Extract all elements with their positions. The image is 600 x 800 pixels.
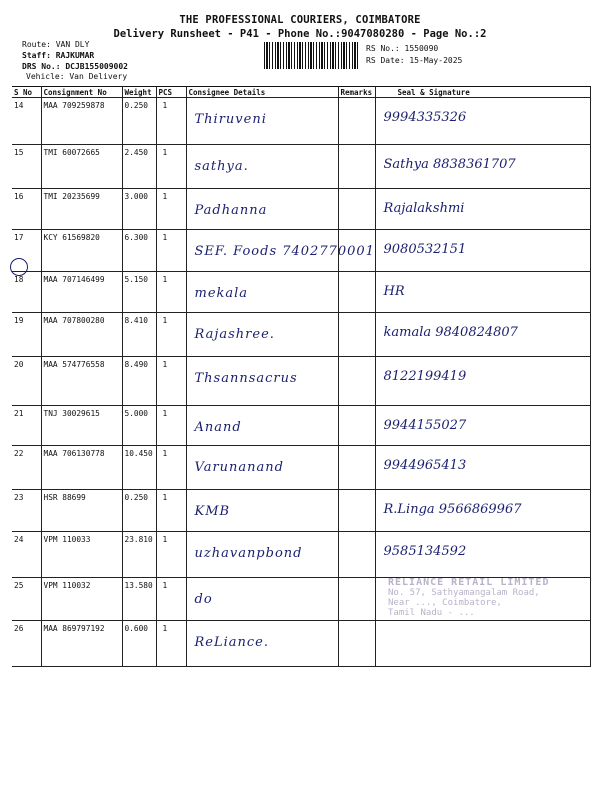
row-sno-text: 18 [14, 275, 24, 284]
row-consignment-no-text: VPM 110032 [43, 581, 91, 590]
row-weight-text: 6.300 [124, 233, 148, 242]
stamp-line: Tamil Nadu - ... [388, 608, 475, 618]
row-sno [12, 532, 41, 578]
table-row [12, 230, 590, 272]
row-consignee [186, 532, 338, 578]
row-sno [12, 98, 41, 145]
table-row [12, 532, 590, 578]
row-weight-text: 5.000 [124, 409, 148, 418]
row-weight-text: 0.250 [124, 493, 148, 502]
row-consignee [186, 313, 338, 357]
table-row [12, 406, 590, 446]
row-sno-text: 26 [14, 624, 24, 633]
handwritten-signature: 9585134592 [383, 544, 467, 559]
handwritten-signature: HR [383, 284, 405, 299]
row-consignment-no [41, 313, 122, 357]
handwritten-consignee: Thiruveni [194, 112, 267, 127]
row-consignee [186, 189, 338, 230]
row-remarks [338, 406, 375, 446]
table-row [12, 98, 590, 145]
route-label: Route: VAN DLY [22, 40, 90, 49]
stamp-line: Near ..., Coimbatore, [388, 598, 502, 608]
row-sno [12, 578, 41, 621]
row-pcs-text: 1 [162, 316, 168, 325]
handwritten-signature: Rajalakshmi [383, 201, 465, 216]
handwritten-consignee: do [194, 592, 213, 607]
col-weight: Weight [122, 87, 156, 98]
row-weight-text: 2.450 [124, 148, 148, 157]
row-consignment-no [41, 621, 122, 667]
handwritten-consignee: mekala [194, 286, 249, 301]
row-consignment-no-text: MAA 707146499 [43, 275, 105, 284]
row-consignee [186, 490, 338, 532]
row-pcs [156, 406, 186, 446]
row-remarks [338, 230, 375, 272]
row-pcs-text: 1 [162, 192, 168, 201]
row-remarks [338, 145, 375, 189]
handwritten-consignee: Thsannsacrus [194, 371, 298, 386]
row-sno [12, 313, 41, 357]
row-weight [122, 145, 156, 189]
row-consignee [186, 621, 338, 667]
company-stamp [388, 578, 588, 618]
row-remarks [338, 532, 375, 578]
drs-number: DRS No.: DCJB155009002 [22, 62, 128, 71]
row-consignment-no-text: MAA 707800280 [43, 316, 105, 325]
row-consignee [186, 272, 338, 313]
row-sno-text: 24 [14, 535, 24, 544]
row-weight-text: 8.490 [124, 360, 148, 369]
row-signature [375, 532, 590, 578]
row-pcs-text: 1 [162, 493, 168, 502]
row-consignment-no-text: MAA 869797192 [43, 624, 105, 633]
table-row [12, 621, 590, 667]
col-consignment: Consignment No [41, 87, 122, 98]
row-weight [122, 98, 156, 145]
row-signature [375, 490, 590, 532]
row-pcs [156, 490, 186, 532]
row-remarks [338, 446, 375, 490]
row-weight [122, 313, 156, 357]
row-consignment-no-text: HSR 88699 [43, 493, 86, 502]
row-weight-text: 0.250 [124, 101, 148, 110]
row-weight [122, 189, 156, 230]
row-weight [122, 621, 156, 667]
row-pcs-text: 1 [162, 101, 168, 110]
handwritten-consignee: Padhanna [194, 203, 268, 218]
table-row [12, 313, 590, 357]
row-sno-text: 22 [14, 449, 24, 458]
row-consignment-no-text: KCY 61569820 [43, 233, 100, 242]
row-sno [12, 490, 41, 532]
row-sno [12, 406, 41, 446]
row-weight-text: 0.600 [124, 624, 148, 633]
col-remarks: Remarks [338, 87, 375, 98]
row-signature [375, 230, 590, 272]
row-pcs-text: 1 [162, 275, 168, 284]
row-sno [12, 357, 41, 406]
row-signature [375, 446, 590, 490]
row-sno [12, 272, 41, 313]
row-remarks [338, 272, 375, 313]
row-weight [122, 446, 156, 490]
rs-date: RS Date: 15-May-2025 [366, 56, 463, 65]
handwritten-consignee: Anand [194, 420, 242, 435]
row-weight [122, 490, 156, 532]
handwritten-signature: R.Linga 9566869967 [383, 502, 522, 517]
row-signature [375, 357, 590, 406]
handwritten-signature: Sathya 8838361707 [383, 157, 516, 172]
handwritten-consignee: SEF. Foods 7402770001 [194, 244, 375, 259]
handwritten-consignee: KMB [194, 504, 231, 519]
row-remarks [338, 313, 375, 357]
row-consignment-no-text: TNJ 30029615 [43, 409, 100, 418]
col-signature: Seal & Signature [375, 87, 590, 98]
row-pcs-text: 1 [162, 535, 168, 544]
company-title: THE PROFESSIONAL COURIERS, COIMBATORE [179, 14, 421, 26]
table-row [12, 272, 590, 313]
row-pcs-text: 1 [162, 624, 168, 633]
row-remarks [338, 357, 375, 406]
row-pcs-text: 1 [162, 360, 168, 369]
row-sno-text: 25 [14, 581, 24, 590]
row-weight-text: 5.150 [124, 275, 148, 284]
row-weight-text: 23.810 [124, 535, 153, 544]
row-pcs [156, 532, 186, 578]
col-pcs: PCS [156, 87, 186, 98]
row-pcs [156, 230, 186, 272]
row-sno-text: 14 [14, 101, 24, 110]
row-sno [12, 145, 41, 189]
row-pcs-text: 1 [162, 409, 168, 418]
row-pcs [156, 578, 186, 621]
row-consignment-no-text: TMI 20235699 [43, 192, 100, 201]
row-sno [12, 446, 41, 490]
table-row [12, 189, 590, 230]
row-consignment-no [41, 145, 122, 189]
row-remarks [338, 578, 375, 621]
row-signature [375, 145, 590, 189]
row-consignment-no [41, 357, 122, 406]
row-consignee [186, 230, 375, 272]
row-pcs [156, 621, 186, 667]
row-signature [375, 189, 590, 230]
row-sno-text: 20 [14, 360, 24, 369]
table-row [12, 357, 590, 406]
row-consignee [186, 446, 338, 490]
row-sno-text: 21 [14, 409, 24, 418]
row-weight [122, 230, 156, 272]
row-pcs-text: 1 [162, 233, 168, 242]
stamp-title: RELIANCE RETAIL LIMITED [388, 577, 550, 588]
row-consignment-no-text: MAA 574776558 [43, 360, 105, 369]
handwritten-signature: kamala 9840824807 [383, 325, 518, 340]
row-consignment-no [41, 490, 122, 532]
row-consignment-no [41, 532, 122, 578]
row-weight [122, 272, 156, 313]
row-pcs-text: 1 [162, 449, 168, 458]
row-remarks [338, 621, 375, 667]
handwritten-consignee: uzhavanpbond [194, 546, 303, 561]
row-weight-text: 8.410 [124, 316, 148, 325]
handwritten-consignee: ReLiance. [194, 635, 270, 650]
row-consignment-no [41, 230, 122, 272]
row-weight-text: 3.000 [124, 192, 148, 201]
row-signature [375, 406, 590, 446]
row-weight [122, 532, 156, 578]
row-consignment-no [41, 578, 122, 621]
row-consignee [186, 357, 338, 406]
runsheet-subtitle: Delivery Runsheet - P41 - Phone No.:9047080280 - Page No.:2 [113, 28, 487, 40]
circled-row-mark [10, 258, 28, 276]
row-weight [122, 357, 156, 406]
row-consignee [186, 145, 338, 189]
handwritten-signature: 8122199419 [383, 369, 467, 384]
row-weight [122, 406, 156, 446]
row-consignment-no-text: VPM 110033 [43, 535, 91, 544]
row-consignee [186, 578, 338, 621]
handwritten-signature: 9994335326 [383, 110, 467, 125]
row-consignment-no-text: MAA 706130778 [43, 449, 105, 458]
row-consignee [186, 98, 338, 145]
row-consignment-no [41, 189, 122, 230]
row-sno-text: 23 [14, 493, 24, 502]
row-sno-text: 15 [14, 148, 24, 157]
row-pcs [156, 189, 186, 230]
handwritten-consignee: Rajashree. [194, 327, 275, 342]
row-sno [12, 621, 41, 667]
barcode [264, 42, 358, 69]
row-weight [122, 578, 156, 621]
handwritten-signature: 9944155027 [383, 418, 467, 433]
vehicle-label: Vehicle: Van Delivery [26, 72, 128, 81]
handwritten-signature: 9080532151 [383, 242, 467, 257]
row-pcs-text: 1 [162, 148, 168, 157]
row-weight-text: 13.580 [124, 581, 153, 590]
row-sno [12, 189, 41, 230]
row-consignment-no [41, 272, 122, 313]
row-consignment-no [41, 406, 122, 446]
row-signature [375, 272, 590, 313]
table-row [12, 446, 590, 490]
table-row [12, 490, 590, 532]
table-header-row [12, 87, 590, 98]
handwritten-consignee: sathya. [194, 159, 249, 174]
row-pcs [156, 98, 186, 145]
row-signature [375, 313, 590, 357]
row-sno-text: 16 [14, 192, 24, 201]
col-sno: S No [12, 87, 41, 98]
row-pcs [156, 313, 186, 357]
row-sno-text: 17 [14, 233, 24, 242]
row-sno-text: 19 [14, 316, 24, 325]
row-signature [375, 98, 590, 145]
row-pcs [156, 272, 186, 313]
row-signature [375, 621, 590, 667]
row-remarks [338, 189, 375, 230]
row-pcs [156, 446, 186, 490]
row-pcs [156, 145, 186, 189]
table-row [12, 145, 590, 189]
row-pcs-text: 1 [162, 581, 168, 590]
row-remarks [338, 98, 375, 145]
row-remarks [338, 490, 375, 532]
staff-label: Staff: RAJKUMAR [22, 51, 95, 60]
row-consignee [186, 406, 338, 446]
row-consignment-no [41, 98, 122, 145]
stamp-line: No. 57, Sathyamangalam Road, [388, 588, 540, 598]
row-pcs [156, 357, 186, 406]
row-consignment-no-text: MAA 709259878 [43, 101, 105, 110]
rs-number: RS No.: 1550090 [366, 44, 439, 53]
row-weight-text: 10.450 [124, 449, 153, 458]
row-consignment-no-text: TMI 60072665 [43, 148, 100, 157]
handwritten-consignee: Varunanand [194, 460, 284, 475]
row-consignment-no [41, 446, 122, 490]
col-consignee: Consignee Details [186, 87, 338, 98]
handwritten-signature: 9944965413 [383, 458, 467, 473]
